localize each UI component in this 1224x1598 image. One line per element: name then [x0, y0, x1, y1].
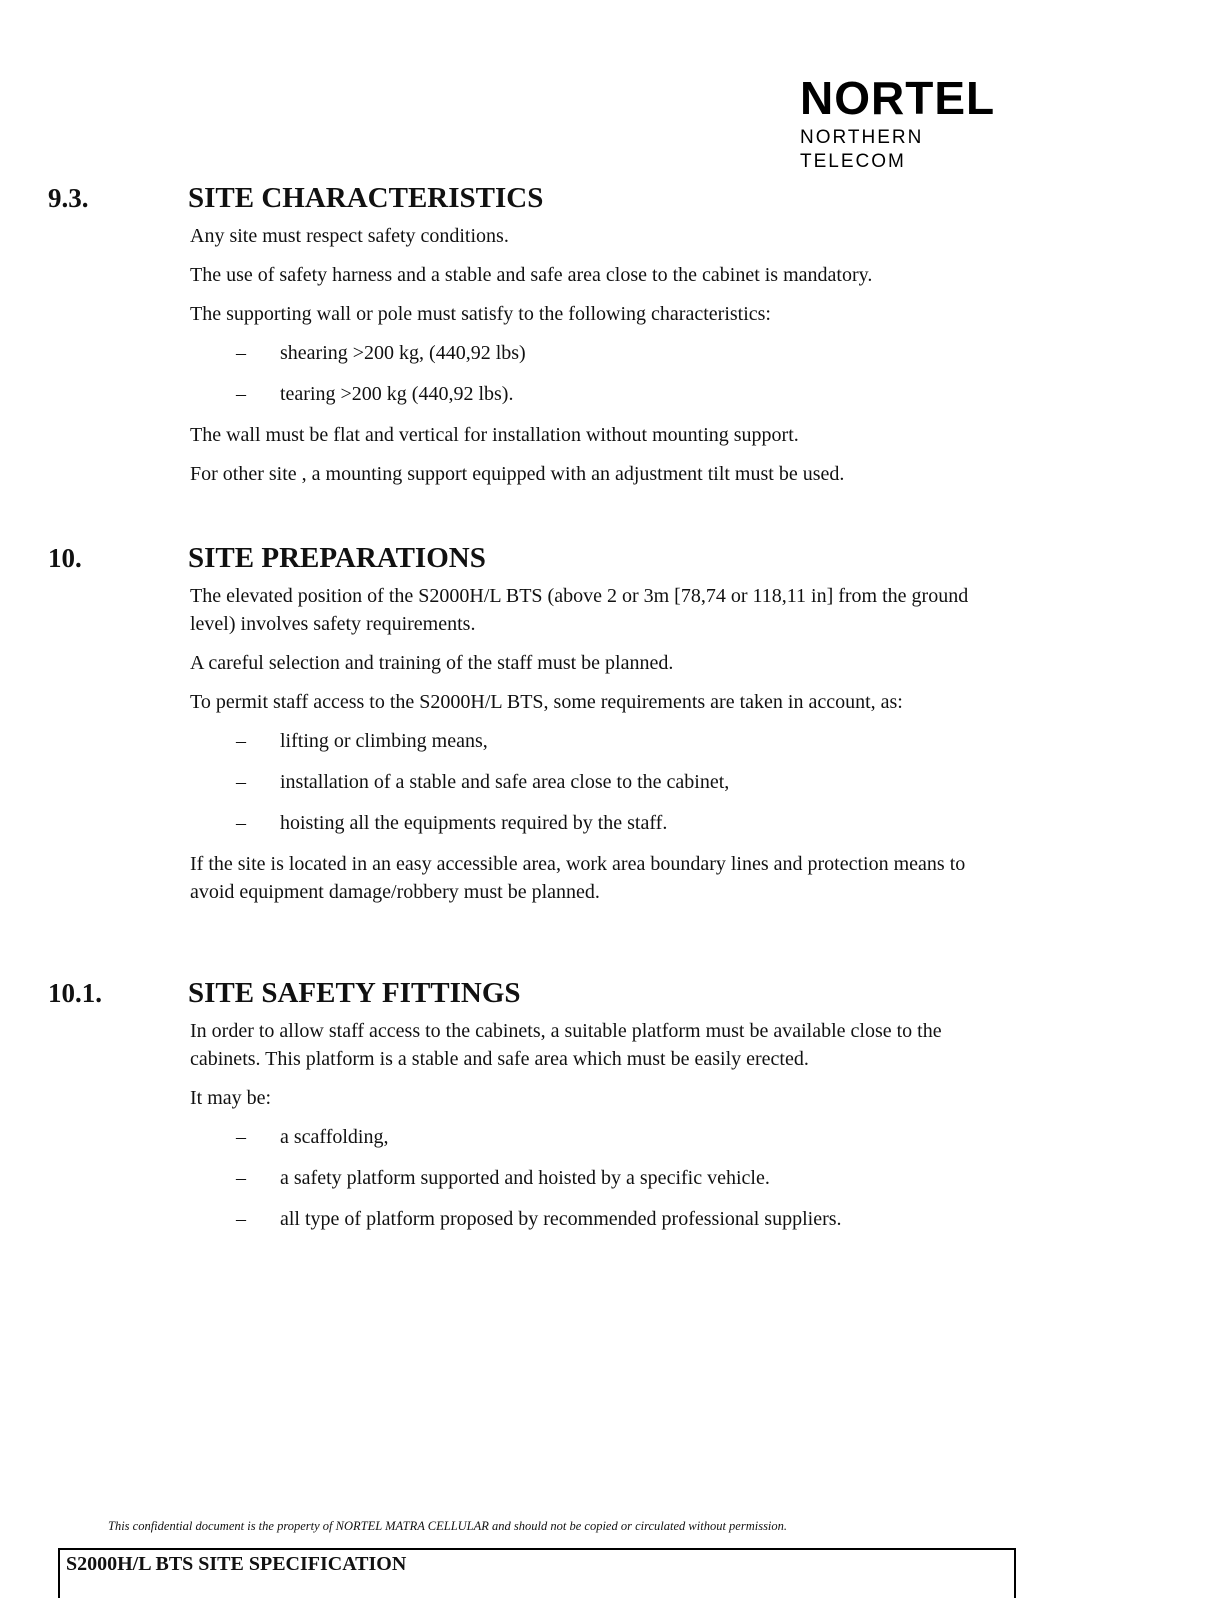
paragraph: The elevated position of the S2000H/L BTS (above 2 or 3m [78,74 or 118,11 in] from the ground level) involves safety requirements.	[190, 585, 969, 635]
list-item: – lifting or climbing means,	[236, 730, 488, 752]
nortel-logo	[800, 72, 1010, 174]
paragraph: The wall must be flat and vertical for installation without mounting support.	[190, 424, 799, 446]
list-item: – hoisting all the equipments required by the staff.	[236, 812, 668, 834]
section-title: SITE PREPARATIONS	[188, 542, 486, 574]
paragraph: It may be:	[190, 1087, 272, 1109]
confidentiality-note: This confidential document is the property of NORTEL MATRA CELLULAR and should not be copied or circulated without permission.	[108, 1519, 788, 1533]
paragraph: The supporting wall or pole must satisfy to the following characteristics:	[190, 303, 771, 325]
list-item: – installation of a stable and safe area close to the cabinet,	[236, 771, 730, 793]
list-item: – shearing >200 kg, (440,92 lbs)	[236, 342, 526, 364]
section-number: 9.3.	[48, 183, 89, 213]
footer-title-box	[58, 1548, 1016, 1598]
section-title: SITE CHARACTERISTICS	[188, 182, 544, 214]
paragraph: In order to allow staff access to the cabinets, a suitable platform must be available close to the cabinets. This platform is a stable and safe area which must be easily erected.	[190, 1020, 942, 1070]
paragraph: A careful selection and training of the staff must be planned.	[190, 652, 674, 674]
list-item: – a safety platform supported and hoisted by a specific vehicle.	[236, 1167, 770, 1189]
section-site-characteristics	[48, 180, 1028, 499]
list-item: – all type of platform proposed by recommended professional suppliers.	[236, 1208, 842, 1230]
paragraph: To permit staff access to the S2000H/L BTS, some requirements are taken in account, as:	[190, 691, 903, 713]
paragraph: If the site is located in an easy accessible area, work area boundary lines and protection means to avoid equipment damage/robbery must be planned.	[190, 853, 966, 903]
list-item: – a scaffolding,	[236, 1126, 389, 1148]
section-title: SITE SAFETY FITTINGS	[188, 977, 521, 1009]
section-site-preparations	[48, 540, 1028, 917]
document-title: S2000H/L BTS SITE SPECIFICATION	[66, 1553, 407, 1575]
section-number: 10.	[48, 543, 82, 573]
logo-subtitle: NORTHERN TELECOM	[800, 127, 924, 172]
list-item: – tearing >200 kg (440,92 lbs).	[236, 383, 514, 405]
paragraph: For other site , a mounting support equipped with an adjustment tilt must be used.	[190, 463, 845, 485]
logo-name: NORTEL	[800, 72, 996, 124]
section-number: 10.1.	[48, 978, 102, 1008]
section-site-safety-fittings	[48, 975, 1028, 1246]
paragraph: Any site must respect safety conditions.	[190, 225, 509, 247]
paragraph: The use of safety harness and a stable and safe area close to the cabinet is mandatory.	[190, 264, 873, 286]
